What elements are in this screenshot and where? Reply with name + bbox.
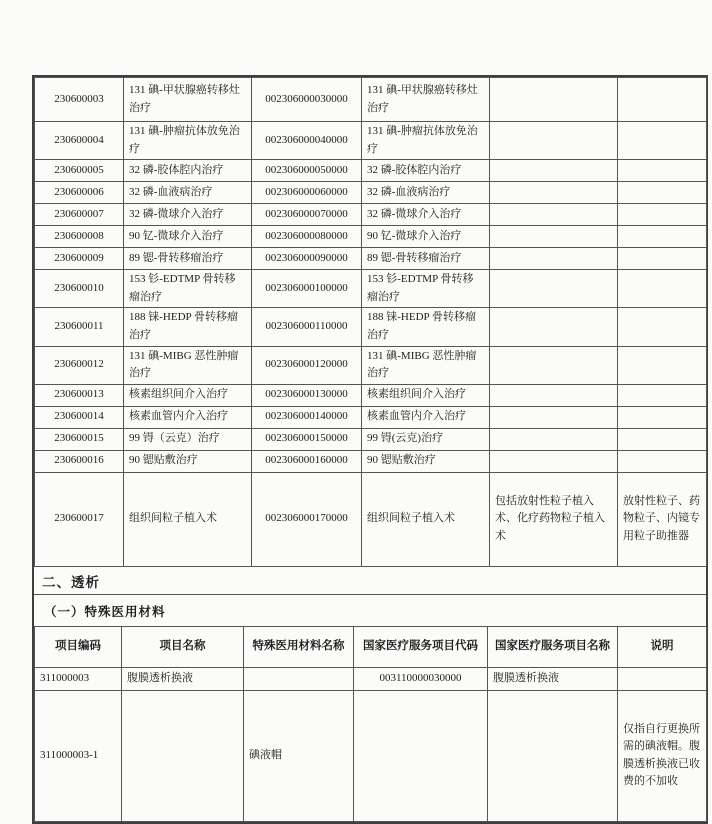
table-cell [618,308,707,346]
table-cell: 放射性粒子、药物粒子、内镜专用粒子助推器 [618,472,707,566]
table-cell: 002306000160000 [252,450,362,472]
table-cell: 131 碘-肿瘤抗体放免治疗 [362,122,490,160]
table-cell: 32 磷-微球介入治疗 [362,204,490,226]
table-cell [490,182,618,204]
table-cell [618,248,707,270]
table-cell: 核素组织间介入治疗 [124,384,252,406]
table-cell: 组织间粒子植入术 [362,472,490,566]
table-cell: 碘液帽 [244,690,354,821]
table-cell [490,384,618,406]
table-cell: 002306000050000 [252,160,362,182]
table-cell [490,226,618,248]
table-cell [618,270,707,308]
table-cell: 核素血管内介入治疗 [124,406,252,428]
nuclear-table-body [35,78,707,567]
table-cell: 002306000100000 [252,270,362,308]
table-cell: 230600007 [35,204,124,226]
table-cell: 230600011 [35,308,124,346]
table-row [35,406,707,428]
column-header: 项目编码 [35,626,122,667]
table-cell: 90 钇-微球介入治疗 [124,226,252,248]
column-header: 项目名称 [122,626,244,667]
table-cell: 90 锶贴敷治疗 [362,450,490,472]
table-cell: 230600006 [35,182,124,204]
table-cell: 核素组织间介入治疗 [362,384,490,406]
table-cell [618,406,707,428]
table-cell: 230600004 [35,122,124,160]
table-cell [490,204,618,226]
table-cell [618,226,707,248]
table-cell [618,450,707,472]
table-row [35,472,707,566]
table-row [35,270,707,308]
table-cell [618,346,707,384]
table-cell: 230600003 [35,78,124,122]
table-cell: 002306000130000 [252,384,362,406]
table-row [35,308,707,346]
table-cell: 90 钇-微球介入治疗 [362,226,490,248]
table-cell [490,122,618,160]
table-row [35,384,707,406]
table-cell: 90 锶贴敷治疗 [124,450,252,472]
table-cell [490,406,618,428]
table-cell: 32 磷-胶体腔内治疗 [124,160,252,182]
table-cell: 131 碘-MIBG 恶性肿瘤治疗 [362,346,490,384]
table-cell: 89 锶-骨转移瘤治疗 [124,248,252,270]
table-cell: 002306000170000 [252,472,362,566]
table-cell [490,346,618,384]
column-header: 说明 [618,626,707,667]
table-cell [618,78,707,122]
table-cell: 002306000030000 [252,78,362,122]
table-cell: 32 磷-胶体腔内治疗 [362,160,490,182]
special-materials-table [34,626,707,822]
table-cell: 核素血管内介入治疗 [362,406,490,428]
table-cell: 153 钐-EDTMP 骨转移瘤治疗 [362,270,490,308]
table-cell: 131 碘-MIBG 恶性肿瘤治疗 [124,346,252,384]
table-cell [490,428,618,450]
table-cell: 153 钐-EDTMP 骨转移瘤治疗 [124,270,252,308]
table-cell: 230600016 [35,450,124,472]
table-row [35,690,707,821]
table-cell: 230600010 [35,270,124,308]
table-row [35,160,707,182]
table-cell: 230600013 [35,384,124,406]
table-cell: 230600014 [35,406,124,428]
table-cell: 311000003 [35,667,122,690]
table-cell: 003110000030000 [354,667,488,690]
table-cell [490,248,618,270]
table-cell: 230600012 [35,346,124,384]
table-cell: 组织间粒子植入术 [124,472,252,566]
table-cell [354,690,488,821]
table-cell [490,160,618,182]
table-cell [490,308,618,346]
table-cell: 230600005 [35,160,124,182]
table-row [35,204,707,226]
table-cell: 99 锝（云克）治疗 [124,428,252,450]
table-cell: 311000003-1 [35,690,122,821]
table-cell [618,384,707,406]
column-header: 国家医疗服务项目名称 [488,626,618,667]
table-row [35,346,707,384]
table-cell: 002306000060000 [252,182,362,204]
table-row [35,248,707,270]
table-row [35,122,707,160]
table-cell [618,122,707,160]
table-cell: 002306000140000 [252,406,362,428]
table-cell: 131 碘-肿瘤抗体放免治疗 [124,122,252,160]
table-cell: 131 碘-甲状腺癌转移灶治疗 [362,78,490,122]
table-cell: 002306000080000 [252,226,362,248]
table-cell: 002306000070000 [252,204,362,226]
table-header-row [35,626,707,667]
table-cell [122,690,244,821]
table-cell: 包括放射性粒子植入术、化疗药物粒子植入术 [490,472,618,566]
table-cell: 99 锝(云克)治疗 [362,428,490,450]
materials-table-body [35,667,707,821]
table-cell: 腹膜透析换液 [122,667,244,690]
table-cell: 188 铼-HEDP 骨转移瘤治疗 [124,308,252,346]
table-cell: 32 磷-微球介入治疗 [124,204,252,226]
table-row [35,78,707,122]
table-cell [488,690,618,821]
table-cell [490,450,618,472]
table-row [35,226,707,248]
table-cell: 腹膜透析换液 [488,667,618,690]
table-cell: 89 锶-骨转移瘤治疗 [362,248,490,270]
table-cell [618,667,707,690]
table-cell: 仅指自行更换所需的碘液帽。腹膜透析换液已收费的不加收 [618,690,707,821]
table-cell: 230600008 [35,226,124,248]
subsection-title-special-materials: （一）特殊医用材料 [44,604,166,619]
medical-service-catalog-table [32,75,708,824]
nuclear-medicine-table [34,77,707,567]
table-row [35,182,707,204]
section-title-dialysis: 二、透析 [34,567,706,595]
column-header: 特殊医用材料名称 [244,626,354,667]
table-cell: 230600009 [35,248,124,270]
table-row [35,450,707,472]
table-row [35,428,707,450]
table-cell: 002306000110000 [252,308,362,346]
table-cell [490,270,618,308]
table-cell: 32 磷-血液病治疗 [124,182,252,204]
table-cell [244,667,354,690]
table-cell: 230600017 [35,472,124,566]
table-cell: 131 碘-甲状腺癌转移灶治疗 [124,78,252,122]
table-cell: 188 铼-HEDP 骨转移瘤治疗 [362,308,490,346]
table-cell: 32 磷-血液病治疗 [362,182,490,204]
table-cell [618,160,707,182]
table-cell: 002306000150000 [252,428,362,450]
column-header: 国家医疗服务项目代码 [354,626,488,667]
table-cell [618,428,707,450]
table-cell: 230600015 [35,428,124,450]
table-cell [618,182,707,204]
table-row [35,667,707,690]
table-cell [490,78,618,122]
table-cell [618,204,707,226]
table-cell: 002306000090000 [252,248,362,270]
table-cell: 002306000120000 [252,346,362,384]
table-cell: 002306000040000 [252,122,362,160]
